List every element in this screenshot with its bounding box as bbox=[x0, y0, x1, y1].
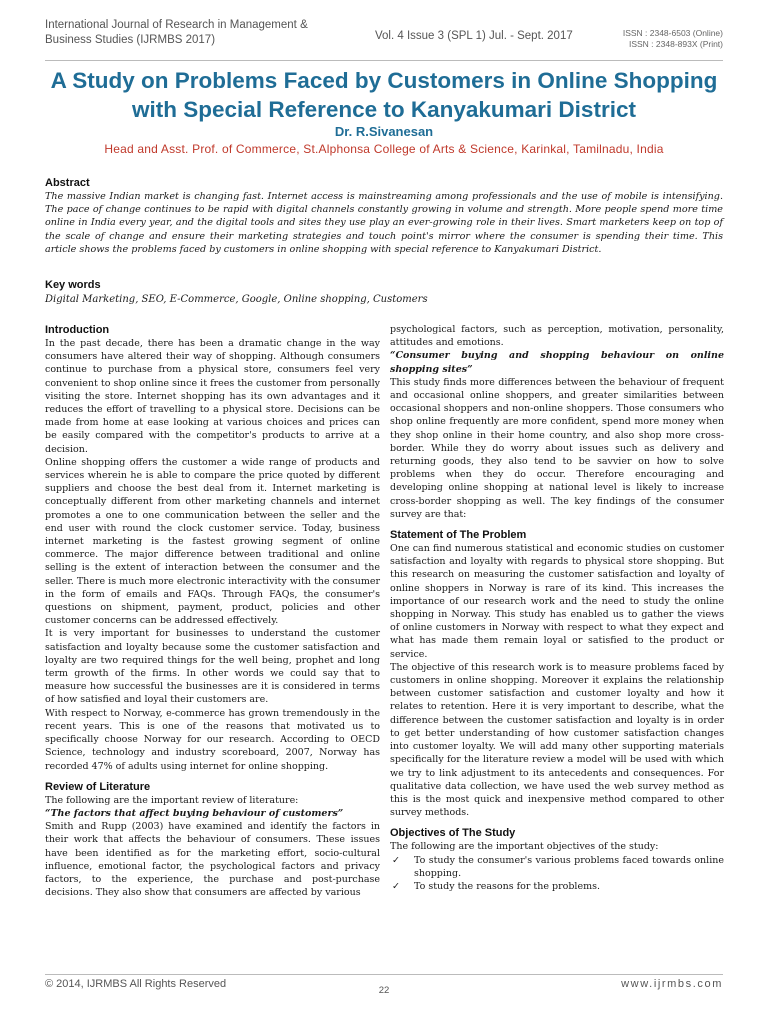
review-paragraph-2: Smith and Rupp (2003) have examined and identify the factors in their work that affects the behaviour of consumers. These issues have been identified as for the marketing effort, socio-cultural influence, emotional factor, the psychological factors and privacy factors, to the experience, the purchase and post-purchase decisions. They also show that consumers are affected by various bbox=[45, 821, 380, 899]
problem-paragraph-2: The objective of this research work is to measure problems faced by customers in online shopping. Moreover it explains the relationship between customer satisfaction and customer loyalty and how it relates to retention. Here it is very important to describe, what the difference between the customer satisfaction and loyalty is in order to get better understanding of how customer satisfaction changes into customer loyalty. We will add many other supporting materials specifically for the literature review a model will be used with which we try to link adjustment to its antecedents and consequences. For qualitative data collection, we have used the web survey method as this is the most quick and inexpensive method compared to other survey methods. bbox=[390, 661, 724, 819]
objectives-list bbox=[390, 854, 724, 894]
consumer-behaviour-subheading: “Consumer buying and shopping behaviour on online shopping sites” bbox=[390, 350, 724, 375]
consumer-behaviour-paragraph: This study finds more differences between the behaviour of frequent and occasional online shoppers, and greater similarities between occasional shoppers and non-online shoppers. Those consumers who shop online frequently are more confident, spend more money when they shop online in their home country, and also shop more cross-border. While they do worry about issues such as delivery and returning goods, they also tend to be savvier on how to solve problems when they do occur. Therefore encouraging and developing online shopping at national level is likely to increase cross-border shopping as well. The key findings of the consumer survey are that: bbox=[390, 376, 724, 520]
journal-name: International Journal of Research in Management & Business Studies (IJRMBS 2017) bbox=[45, 19, 308, 46]
right-column bbox=[390, 323, 724, 893]
abstract-text: The massive Indian market is changing fast. Internet access is mainstreaming among professionals and the use of mobile is intensifying. The pace of change continues to be rapid with digital channels constantly growing in volume and strength. More people spend more time online in India every year, and the digital tools and sites they use play an ever-growing role in their lives. Smart marketers keep on top of the scale of change and ensure their marketing strategies and touch point's mirror where the consumer is spending their time. This article shows the problems faced by customers in online shopping with special reference to Kanyakumari District. bbox=[45, 191, 723, 255]
website-link[interactable]: www.ijrmbs.com bbox=[621, 978, 723, 990]
checkmark-icon: ✓ bbox=[392, 880, 400, 892]
volume-issue: Vol. 4 Issue 3 (SPL 1) Jul. - Sept. 2017 bbox=[375, 30, 573, 42]
header-divider bbox=[45, 60, 723, 61]
objective-text: To study the reasons for the problems. bbox=[414, 880, 600, 892]
problem-heading: Statement of The Problem bbox=[390, 529, 527, 542]
introduction-heading: Introduction bbox=[45, 324, 110, 336]
introduction-paragraph-4: With respect to Norway, e-commerce has grown tremendously in the recent years. This is one of the reasons that motivated us to specifically choose Norway for our research. According to OECD Science, technology and industry scoreboard, 2007, Norway has recorded 47% of adults using internet for online shopping. bbox=[45, 707, 380, 772]
keywords-section bbox=[45, 278, 723, 306]
abstract-section bbox=[45, 176, 723, 256]
abstract-heading: Abstract bbox=[45, 177, 90, 189]
page-footer bbox=[45, 978, 723, 1000]
issn-online: ISSN : 2348-6503 (Online) bbox=[622, 28, 723, 38]
list-item bbox=[390, 880, 724, 893]
issn-block bbox=[623, 28, 723, 50]
review-continuation: psychological factors, such as perception, motivation, personality, attitudes and emotions. bbox=[390, 324, 724, 349]
article-title: A Study on Problems Faced by Customers in Online Shopping with Special Reference to Kanyakumari District bbox=[50, 68, 718, 122]
review-paragraph-1: The following are the important review of literature: bbox=[45, 794, 299, 806]
copyright: © 2014, IJRMBS All Rights Reserved bbox=[45, 978, 227, 990]
objective-text: To study the consumer's various problems faced towards online shopping. bbox=[414, 854, 724, 879]
introduction-paragraph-3: It is very important for businesses to understand the customer satisfaction and loyalty because some the customer satisfaction and loyalty are two required things for the well being, prophet and long term growth of the firms. In other words we could say that to measure how successful the businesses are it is considered in terms of how satisfied and loyal their customers are. bbox=[45, 628, 380, 706]
left-column bbox=[45, 323, 380, 899]
problem-paragraph-1: One can find numerous statistical and economic studies on customer satisfaction and loyalty with regards to physical store shopping. But this research on measuring the customer satisfaction and loyalty of online shoppers in Norway is rare of its kind. This increases the importance of our research work and the need to study the online shopping in Norway. This study has enabled us to gather the views of online customers in Norway with respect to what they expect and what has made them remain loyal or satisfied to the product or service. bbox=[390, 543, 724, 660]
footer-divider bbox=[45, 974, 723, 975]
author-name: Dr. R.Sivanesan bbox=[334, 124, 434, 139]
keywords-heading: Key words bbox=[45, 279, 101, 291]
page-number: 22 bbox=[378, 985, 390, 996]
review-subheading: “The factors that affect buying behaviour of customers” bbox=[45, 807, 344, 819]
objectives-heading: Objectives of The Study bbox=[390, 827, 516, 840]
issn-print: ISSN : 2348-893X (Print) bbox=[628, 39, 723, 49]
objectives-intro: The following are the important objectives of the study: bbox=[390, 841, 659, 853]
introduction-paragraph-2: Online shopping offers the customer a wide range of products and services wherein he is able to compare the price quoted by different suppliers and choose the best deal from it. Internet marketing is conceptually different from other marketing channels and internet promotes a one to one communication between the seller and the end user with round the clock customer service. Today, business internet marketing is the fastest growing segment of online commerce. The major difference between traditional and online selling is the extent of interaction between the consumer and the seller. There is much more electronic interactivity with the consumer in the form of emails and FAQs. Through FAQs, the consumer's questions on shipment, payment, product, policies and other customer concerns can be addressed effectively. bbox=[45, 456, 380, 627]
introduction-paragraph-1: In the past decade, there has been a dramatic change in the way consumers have altered their way of shopping. Although consumers continue to purchase from a physical store, consumers feel very convenient to shop online since it frees the customer from personally visiting the store. Internet shopping has its own advantages and it reduces the effort of travelling to a physical store. Decisions can be made from home at ease looking at various choices and prices can be easily compared with the competitor's products to arrive at a decision. bbox=[45, 338, 380, 455]
review-heading: Review of Literature bbox=[45, 780, 151, 793]
page-header bbox=[45, 18, 723, 58]
keywords-text: Digital Marketing, SEO, E-Commerce, Google, Online shopping, Customers bbox=[45, 294, 428, 305]
list-item bbox=[390, 854, 724, 880]
author-affiliation: Head and Asst. Prof. of Commerce, St.Alphonsa College of Arts & Science, Karinkal, Tamilnadu, India bbox=[104, 142, 664, 156]
checkmark-icon: ✓ bbox=[392, 854, 400, 866]
